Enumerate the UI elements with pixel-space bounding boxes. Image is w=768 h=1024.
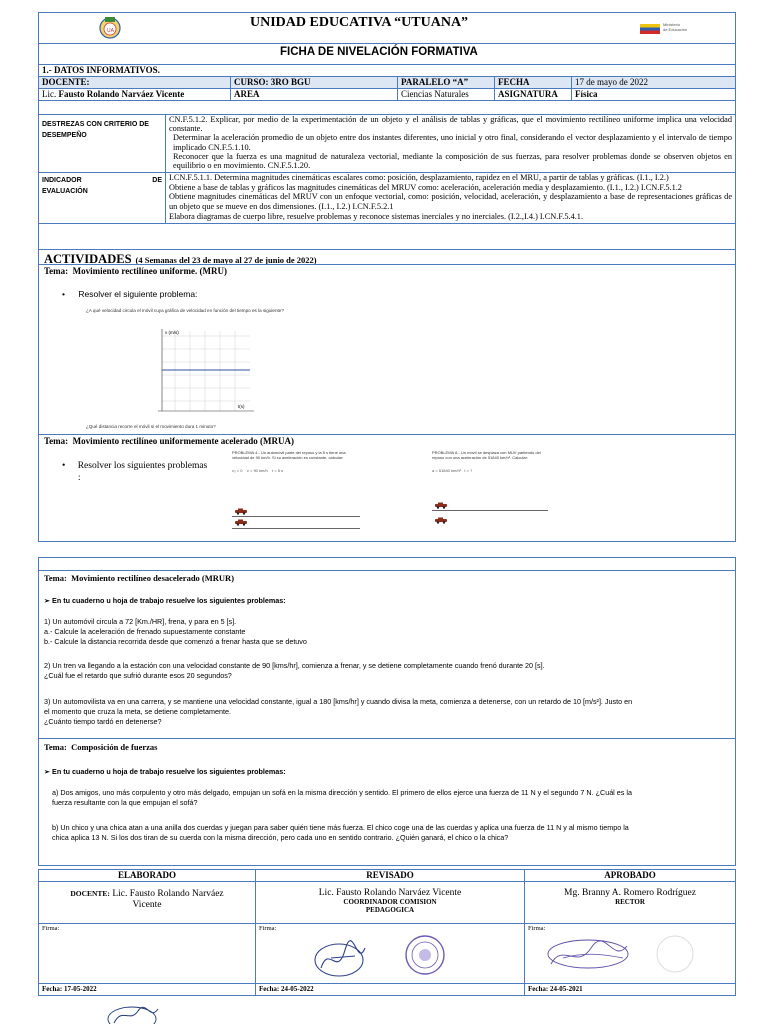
mrua-tema-label: Tema: bbox=[44, 436, 69, 446]
signature-revisado-icon bbox=[311, 938, 371, 980]
indicador-label-c: EVALUACIÓN bbox=[42, 188, 88, 196]
axis-v-label: v (m/s) bbox=[165, 330, 179, 335]
revisado-name: Lic. Fausto Rolando Narváez Vicente bbox=[318, 888, 462, 898]
composicion-title: Composición de fuerzas bbox=[71, 742, 158, 752]
school-name: UNIDAD EDUCATIVA “UTUANA” bbox=[250, 15, 469, 30]
bullet-icon: • bbox=[62, 461, 66, 471]
bottom-signature-icon bbox=[104, 1005, 164, 1024]
criteria-table bbox=[38, 114, 736, 224]
docente-label: DOCENTE: bbox=[39, 77, 231, 89]
problem-3c: ¿Cuánto tiempo tardó en detenerse? bbox=[44, 717, 162, 726]
destreza-1: CN.F.5.1.2. Explicar, por medio de la experimentación de un objeto y el análisis de tablas y gráficas, que el movimiento rectilíneo uniforme implica una velocidad constante. bbox=[169, 115, 732, 134]
svg-text:UA: UA bbox=[107, 28, 114, 34]
composicion-instructions-text: En tu cuaderno u hoja de trabajo resuelve los siguientes problemas: bbox=[52, 767, 286, 776]
firma-label-2: Firma: bbox=[259, 925, 277, 932]
indicador-label-b: DE bbox=[152, 177, 162, 185]
car-icon bbox=[434, 517, 448, 524]
ministry-line-1: Ministerio bbox=[663, 22, 681, 27]
mrua-heading bbox=[44, 436, 294, 446]
ficha-title: FICHA DE NIVELACIÓN FORMATIVA bbox=[280, 46, 478, 58]
signature-table bbox=[38, 869, 736, 996]
fecha-value: 17 de mayo de 2022 bbox=[572, 77, 736, 89]
elaborado-header: ELABORADO bbox=[39, 870, 256, 882]
mrua-bullet bbox=[62, 461, 207, 471]
ministry-flag-icon bbox=[640, 24, 660, 34]
mru-bullet bbox=[62, 289, 197, 299]
question-b-1: b) Un chico y una chica atan a una anilla dos cuerdas y juegan para saber quién tiene más fuerza. El chico coge una de las cuerdas y aplica una fuerza de 11 N y al mismo tiempo la bbox=[52, 823, 629, 832]
mrur-instructions bbox=[44, 596, 730, 606]
mru-title: Movimiento rectilíneo uniforme. (MRU) bbox=[72, 266, 227, 276]
mru-question: ¿A qué velocidad circula el móvil cuya gráfica de velocidad en función del tiempo es la siguiente? bbox=[86, 308, 284, 313]
mru-question-2: ¿Qué distancia recorre el móvil si el movimiento dura 1 minuto? bbox=[86, 424, 216, 429]
problem-1b: b.- Calcule la distancia recorrida desde que comenzó a frenar hasta que se detuvo bbox=[44, 637, 307, 646]
curso-label: CURSO: 3RO BGU bbox=[231, 77, 398, 89]
problem-image-2-text: PROBLEMA 6.- Un móvil se desplaza con MUV partiendo del reposo con una aceleración de 51840 km/h². Calcular: bbox=[432, 450, 541, 460]
problem-3a: 3) Un automovilista va en una carrera, y se mantiene una velocidad constante, igual a 180 [kms/hr] y cuando divisa la meta, comienza a detenerse, con un retardo de 10 [m/s²]. Justo en bbox=[44, 697, 633, 706]
question-a-2: fuerza resultante con la que empujan el sofá? bbox=[52, 798, 198, 807]
fecha-label: FECHA bbox=[495, 77, 572, 89]
car-icon bbox=[234, 508, 248, 515]
elaborado-docente-label: DOCENTE: bbox=[70, 889, 110, 898]
docente-cell bbox=[39, 89, 231, 101]
docente-prefix: Lic. bbox=[42, 89, 57, 99]
fecha-revisado: Fecha: 24-05-2022 bbox=[256, 984, 525, 996]
velocity-time-chart bbox=[150, 326, 260, 416]
info-section: 1.- DATOS INFORMATIVOS. bbox=[39, 65, 736, 77]
problem-1: 1) Un automóvil circula a 72 [Km./HR], frena, y para en 5 [s]. bbox=[44, 617, 237, 626]
paralelo-label: PARALELO “A” bbox=[398, 77, 495, 89]
indicador-label-a: INDICADOR bbox=[42, 177, 82, 185]
fecha-aprobado: Fecha: 24-05-2021 bbox=[525, 984, 736, 996]
problem-1a: a.- Calcule la aceleración de frenado supuestamente constante bbox=[44, 627, 246, 636]
activities-title: ACTIVIDADES bbox=[44, 252, 132, 266]
revisado-role-a: COORDINADOR COMISION bbox=[343, 898, 437, 906]
question-a-1: a) Dos amigos, uno más corpulento y otro más delgado, empujan un sofá en la misma dirección y sentido. El primero de ellos ejerce una fuerza de 11 N y el segundo 7 N. ¿Cuál es la bbox=[52, 788, 632, 797]
firma-label-3: Firma: bbox=[528, 925, 546, 932]
ministry-line-2: de Educación bbox=[663, 27, 688, 32]
mrur-title: Movimiento rectilíneo desacelerado (MRUR) bbox=[71, 573, 235, 583]
mrur-heading bbox=[44, 573, 234, 583]
composicion-instructions bbox=[44, 767, 730, 777]
problem-image-1-text: PROBLEMA 4.- Un automóvil parte del reposo y la 5 s tiene una velocidad de 90 km/h. Si su aceleración es constante, calcular: bbox=[232, 450, 346, 460]
mrur-tema-label: Tema: bbox=[44, 573, 67, 583]
indicador-2: Obtiene a base de tablas y gráficos las magnitudes cinemáticas del MRUV como: aceleración, aceleración media y desplazamiento. (I.1., I.2.) I.CN.F.5.1.2 bbox=[169, 182, 682, 192]
mrua-colon: : bbox=[78, 472, 81, 482]
indicador-label bbox=[39, 173, 166, 224]
school-stamp-icon bbox=[404, 934, 446, 976]
indicador-1: I.CN.F.5.1.1. Determina magnitudes cinemáticas escalares como: posición, desplazamiento, rapidez en el MRU, a partir de tablas y gráficas. (I.1., I.2.) bbox=[169, 173, 669, 183]
revisado-header: REVISADO bbox=[256, 870, 525, 882]
elaborado-name-a: Lic. Fausto Rolando Narváez bbox=[112, 889, 224, 899]
destreza-3: Reconocer que la fuerza es una magnitud de naturaleza vectorial, mediante la composición de sus fuerzas, para resolver problemas donde se observen objetos en equilibrio o en movimiento. CN.F.5.1.20. bbox=[173, 151, 732, 171]
car-icon bbox=[434, 502, 448, 509]
mru-bullet-text: Resolver el siguiente problema: bbox=[78, 289, 198, 299]
destrezas-label: DESTREZAS CON CRITERIO DE DESEMPEÑO bbox=[39, 115, 166, 173]
aprobado-header: APROBADO bbox=[525, 870, 736, 882]
problem-image-2: PROBLEMA 6.- Un móvil se desplaza con MUV partiendo del reposo con una aceleración de 51840 km/h². Calcular: a = 51840 km/h² t = ? bbox=[432, 450, 552, 536]
arrow-icon: ➢ bbox=[44, 596, 51, 605]
signature-aprobado-icon bbox=[543, 934, 633, 976]
destreza-2: Determinar la aceleración promedio de un objeto entre dos instantes diferentes, uno inicial y otro final, considerando el vector desplazamiento y el intervalo de tiempo implicado CN.F.5.1.10. bbox=[173, 133, 732, 152]
activities-subtitle: (4 Semanas del 23 de mayo al 27 de junio de 2022) bbox=[135, 255, 317, 265]
asignatura-value: Física bbox=[572, 89, 736, 101]
mru-tema-label: Tema: bbox=[44, 266, 69, 276]
problem-3b: el momento que cruza la meta, se detiene completamente. bbox=[44, 707, 231, 716]
docente-name: Fausto Rolando Narváez Vicente bbox=[58, 89, 185, 99]
problem-2a: 2) Un tren va llegando a la estación con una velocidad constante de 90 [kms/hr], comienza a frenar, y se detiene completamente cuando frenó durante 20 [s]. bbox=[44, 661, 545, 670]
composicion-tema-label: Tema: bbox=[44, 742, 67, 752]
school-logo-icon bbox=[98, 14, 122, 40]
axis-t-label: t(s) bbox=[238, 404, 245, 409]
indicador-4: Elabora diagramas de cuerpo libre, resuelve problemas y reconoce sistemas inerciales y no inerciales. (I.2.,I.4.) I.CN.F.5.4.1. bbox=[169, 211, 584, 221]
mrua-bullet-text: Resolver los siguientes problemas bbox=[77, 461, 208, 471]
faded-stamp-icon bbox=[655, 934, 695, 974]
composicion-heading bbox=[44, 742, 158, 752]
asignatura-label: ASIGNATURA bbox=[495, 89, 572, 101]
fecha-elaborado: Fecha: 17-05-2022 bbox=[39, 984, 256, 996]
firma-label-1: Firma: bbox=[39, 924, 256, 984]
indicador-3: Obtiene magnitudes cinemáticas del MRUV con un enfoque vectorial, como: posición, velocidad, aceleración, y desplazamiento a base de representaciones gráficas de un objeto que se mueve en dos dimensiones. (I.1., I.2.) I.CN.F.5.2.1 bbox=[169, 192, 732, 211]
mrua-title: Movimiento rectilíneo uniformemente acelerado (MRUA) bbox=[72, 436, 294, 446]
info-table bbox=[38, 64, 736, 115]
aprobado-role: RECTOR bbox=[615, 898, 645, 906]
problem-image-1: PROBLEMA 4.- Un automóvil parte del reposo y la 5 s tiene una velocidad de 90 km/h. Si su aceleración es constante, calcular: v₀ = 0 v = 90 km/h t = 5 s bbox=[232, 450, 362, 536]
arrow-icon: ➢ bbox=[44, 767, 51, 776]
ministry-logo bbox=[640, 22, 720, 36]
area-label: AREA bbox=[231, 89, 398, 101]
mrur-instructions-text: En tu cuaderno u hoja de trabajo resuelve los siguientes problemas: bbox=[52, 596, 286, 605]
question-b-2: chica aplica 13 N. Si los dos tiran de su cuerda con la misma dirección, pero cada uno en sentido contrario. ¿Quién ganará, el chico o la chica? bbox=[52, 833, 509, 842]
aprobado-name: Mg. Branny A. Romero Rodríguez bbox=[564, 888, 696, 898]
elaborado-name-b: Vicente bbox=[132, 900, 162, 910]
revisado-role-b: PEDAGOGICA bbox=[365, 906, 415, 914]
problem-2b: ¿Cuál fue el retardo que sufrió durante esos 20 segundos? bbox=[44, 671, 232, 680]
mru-heading bbox=[44, 266, 227, 276]
car-icon bbox=[234, 519, 248, 526]
area-value: Ciencias Naturales bbox=[398, 89, 495, 101]
bullet-icon: • bbox=[62, 289, 65, 299]
